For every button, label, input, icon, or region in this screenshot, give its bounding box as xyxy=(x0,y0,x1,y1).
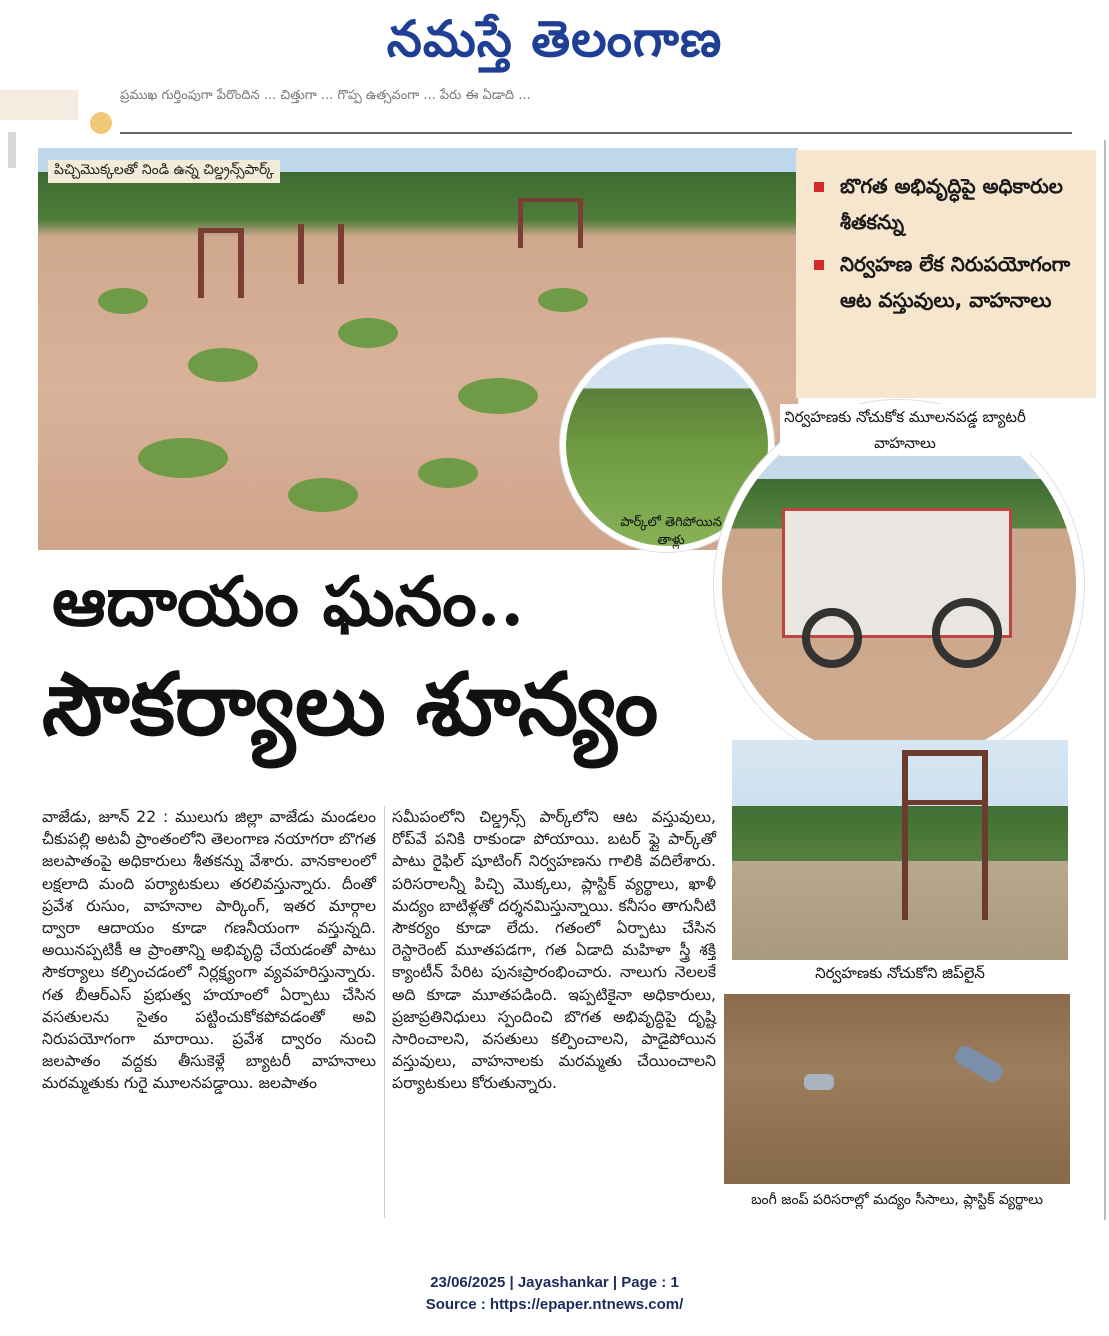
highlight-text: నిర్వహణ లేక నిరుపయోగంగా ఆట వస్తువులు, వాహనాలు xyxy=(840,252,1071,312)
clipped-left-fragment xyxy=(0,90,78,120)
zipline-photo-caption: నిర్వహణకు నోచుకోని జిప్‌లైన్ xyxy=(815,964,985,982)
zipline-tower-beam xyxy=(902,800,988,805)
swing-frame xyxy=(198,228,244,233)
vehicle-wheel xyxy=(932,598,1002,668)
headline-line-1: ఆదాయం ఘనం.. xyxy=(52,562,525,642)
footer-date-page: 23/06/2025 | Jayashankar | Page : 1 xyxy=(430,1274,679,1291)
zipline-tower-leg xyxy=(902,750,908,920)
clipped-text-strip: ప్రముఖ గుర్తింపుగా పేరొందిన ... చిత్తుగా ... గొప్ప ఉత్సవంగా ... పేరు ఈ ఏడాది ... xyxy=(120,88,531,103)
weed-patch xyxy=(538,288,588,312)
weed-patch xyxy=(418,458,478,488)
highlight-item xyxy=(810,246,1084,318)
weed-patch xyxy=(288,478,358,512)
newspaper-title: నమస్తే తెలంగాణ xyxy=(386,9,723,68)
weed-patch xyxy=(138,438,228,478)
top-divider xyxy=(120,132,1072,134)
column-divider xyxy=(384,806,385,1218)
decorative-dot xyxy=(90,112,112,134)
fence-photo-caption: పార్క్‌లో తెగిపోయిన తాళ్లు xyxy=(620,515,722,548)
vehicles-photo-caption: నిర్వహణకు నోచుకోక మూలనపడ్డ బ్యాటరీ వాహనాలు xyxy=(780,404,1030,456)
article-column-1: వాజేడు, జూన్ 22 : ములుగు జిల్లా వాజేడు మండలం చీకుపల్లి అటవీ ప్రాంతంలోని తెలంగాణ నయాగరా బొగత జలపాతంపై అధికారులు శీతకన్ను వేశారు. వానకాలంలో లక్షలాది మంది పర్యాటకులు తరలివస్తున్నారు. దీంతో ప్రవేశ రుసుం, వాహనాల పార్కింగ్, ఇతర మార్గాల ద్వారా ఆదాయం కూడా గణనీయంగా వస్తున్నది. అయినప్పటికీ ఆ ప్రాంతాన్ని అభివృద్ధి చేయడంతో పాటు సౌకర్యాలు కల్పించడంలో నిర్లక్ష్యంగా వ్యవహరిస్తున్నారు. గత బీఆర్‌ఎస్ ప్రభుత్వ హయాంలో ఏర్పాటు చేసిన వసతులను సైతం పట్టించుకోకపోవడంతో అవి నిరుపయోగంగా మారాయి. ప్రవేశ ద్వారం నుంచి జలపాతం వద్దకు తీసుకెళ్లే బ్యాటరీ వాహనాలు మరమ్మతుకు గురై మూలనపడ్డాయి. జలపాతం xyxy=(42,808,376,1093)
footer-source-link[interactable]: Source : https://epaper.ntnews.com/ xyxy=(425,1296,684,1313)
page-edge-marker xyxy=(8,132,16,168)
park-photo-caption: పిచ్చిమొక్కలతో నిండి ఉన్న చిల్డ్రన్స్‌పార్క్ xyxy=(48,160,280,183)
headline xyxy=(42,560,842,760)
zipline-tower-leg xyxy=(982,750,988,920)
zipline-photo xyxy=(732,740,1068,960)
discarded-bottle xyxy=(952,1043,1005,1085)
swing-frame xyxy=(578,198,583,248)
page-footer xyxy=(0,1272,1109,1316)
weed-patch xyxy=(458,378,538,414)
swing-frame xyxy=(518,198,583,202)
bungee-area-photo xyxy=(724,994,1070,1184)
article-column-2: సమీపంలోని చిల్డ్రన్స్ పార్క్‌లోని ఆట వస్తువులు, రోప్‌వే పనికి రాకుండా పోయాయి. బటర్ ఫ్లై పార్క్‌తో పాటు రైఫిల్ షూటింగ్ నిర్వహణను గాలికి వదిలేశారు. పరిసరాలన్నీ పిచ్చి మొక్కలు, ప్లాస్టిక్ వ్యర్థాలు, ఖాళీ మద్యం బాటిళ్లతో దర్శనమిస్తున్నాయి. కనీసం తాగునీటి సౌకర్యం కూడా లేదు. గతంలో ఏర్పాటు చేసిన రెస్టారెంట్ మూతపడగా, గత ఏడాది మహిళా స్త్రీ శక్తి క్యాంటీన్ పేరిట పునఃప్రారంభించారు. నాలుగు నెలలకే అది కూడా మూతపడింది. ఇప్పటికైనా అధికారులు, ప్రజాప్రతినిధులు స్పందించి బొగత అభివృద్ధిపై దృష్టి సారించాలని, వసతులు కల్పించాలని, పాడైపోయిన వస్తువులు, వాహనాలకు మరమ్మతు చేయించాలని పర్యాటకులు కోరుతున్నారు. xyxy=(392,808,716,1093)
masthead xyxy=(0,0,1109,78)
zipline-tower-beam xyxy=(902,750,988,756)
right-column-rule xyxy=(1104,140,1106,1220)
climbing-frame xyxy=(338,224,344,284)
headline-line-2: సౌకర్యాలు శూన్యం xyxy=(42,654,659,755)
highlights-box xyxy=(796,150,1096,398)
highlight-item xyxy=(810,168,1084,240)
bullet-icon xyxy=(814,260,824,270)
swing-frame xyxy=(518,198,523,248)
bullet-icon xyxy=(814,182,824,192)
swing-frame xyxy=(238,228,244,298)
highlight-text: బొగత అభివృద్ధిపై అధికారుల శీతకన్ను xyxy=(840,174,1063,234)
climbing-frame xyxy=(298,224,304,284)
weed-patch xyxy=(338,318,398,348)
bungee-photo-caption: బంగీ జంప్ పరిసరాల్లో మద్యం సీసాలు, ప్లాస్టిక్ వ్యర్థాలు xyxy=(751,1192,1043,1208)
weed-patch xyxy=(188,348,258,382)
weed-patch xyxy=(98,288,148,314)
swing-frame xyxy=(198,228,204,298)
discarded-bottle xyxy=(804,1074,834,1090)
